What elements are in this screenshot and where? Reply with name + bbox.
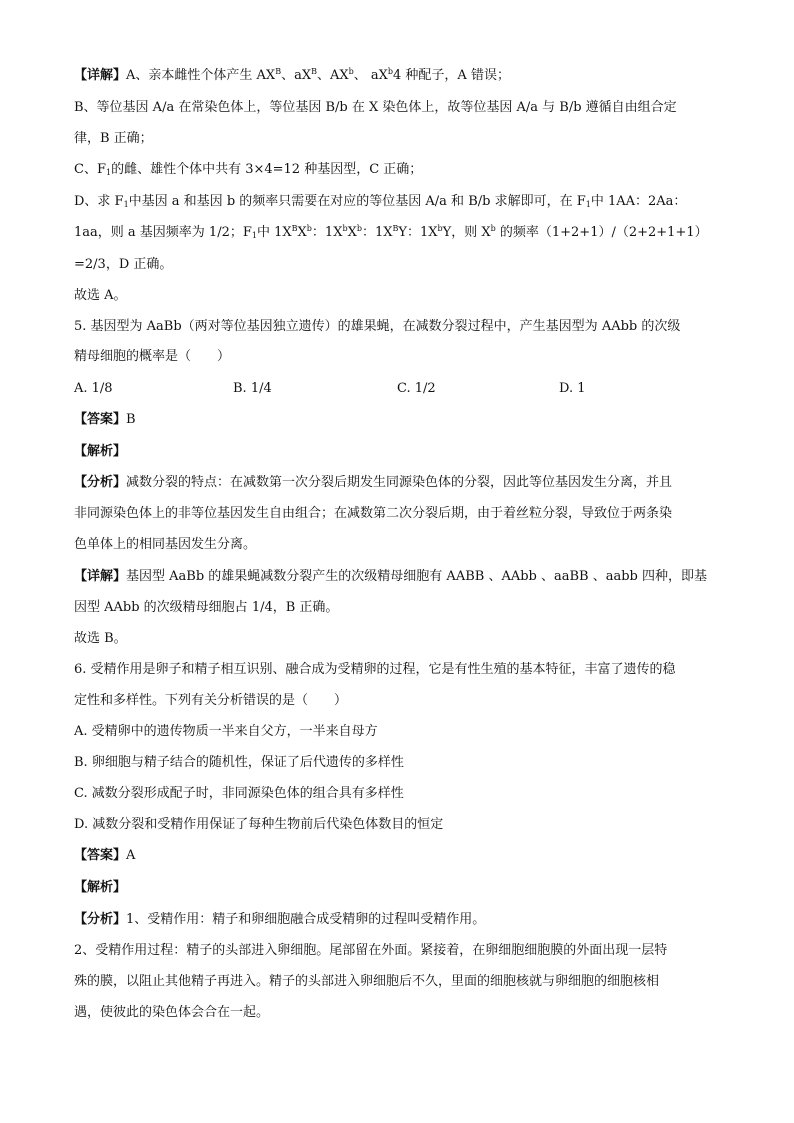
detail-tag: 【详解】 [74,68,127,83]
q6-option-d: D. 减数分裂和受精作用保证了每种生物前后代染色体数目的恒定 [74,817,444,832]
q5-analysis-line2: 非同源染色体上的非等位基因发生自由组合；在减数第二次分裂后期，由于着丝粒分裂，导致位于两条染 [74,506,673,521]
q6-option-b: B. 卵细胞与精子结合的随机性，保证了后代遗传的多样性 [74,755,404,770]
q5-stem-line2: 精母细胞的概率是（ ） [74,349,231,364]
q4-detail-b-line1: B、等位基因 A/a 在常染色体上，等位基因 B/b 在 X 染色体上，故等位基因 A/a 与 B/b 遵循自由组合定 [74,100,677,115]
q4-conclusion: 故选 A。 [74,288,127,303]
q4-detail-d-line1: D、求 $F_1$中基因 a 和基因 b 的频率只需要在对应的等位基因 A/a 和 B/b 求解即可，在 $F_1$中 1AA：2Aa： [74,194,687,209]
q5-option-d: D. 1 [559,381,586,396]
q5-option-b: B. 1/4 [233,381,272,396]
q6-answer [74,846,135,866]
q4-detail-d-line2: 1aa，则 a 基因频率为 1/2；$F_1$中 $1X^BX^b$：$1X^bX^b$：$1X^BY$：$1X^bY$，则 $X^b$ 的频率（1+2+1）/（2+2+1+1） [74,224,708,240]
q6-analysis-line1: 【分析】1、受精作用：精子和卵细胞融合成受精卵的过程叫受精作用。 [74,912,486,927]
q6-analysis-line4: 遇，使彼此的染色体会合在一起。 [74,1005,270,1020]
q4-detail-b-line2: 律，B 正确； [74,131,153,146]
q5-option-c: C. 1/2 [397,381,436,396]
answer-tag: 【答案】 [74,412,127,427]
q5-analysis-tag: 【解析】 [74,444,127,459]
q6-analysis-line3: 殊的膜，以阻止其他精子再进入。精子的头部进入卵细胞后不久，里面的细胞核就与卵细胞的细胞核相 [74,974,660,989]
q6-option-c: C. 减数分裂形成配子时，非同源染色体的组合具有多样性 [74,786,404,801]
q6-stem-line2: 定性和多样性。下列有关分析错误的是（ ） [74,693,348,708]
q4-detail-d-line3: =2/3，D 正确。 [74,257,173,272]
q6-analysis-tag: 【解析】 [74,880,127,895]
q5-analysis-line3: 色单体上的相同基因发生分离。 [74,537,257,552]
q5-detail-line1: 【详解】基因型 AaBb 的雄果蝇减数分裂产生的次级精母细胞有 AABB 、AAbb 、aaBB 、aabb 四种，即基 [74,569,708,584]
answer-value: B [126,412,136,427]
answer-tag: 【答案】 [74,848,127,863]
q5-stem-line1: 5. 基因型为 AaBb（两对等位基因独立遗传）的雄果蝇，在减数分裂过程中，产生基因型为 AAbb 的次级 [74,319,681,334]
q4-detail-a: 【详解】A、亲本雌性个体产生 $AX^B$、$aX^B$、$AX^b$、 $aX^b4$ 种配子，A 错误； [74,67,510,83]
q5-conclusion: 故选 B。 [74,631,127,646]
q5-option-a: A. 1/8 [74,381,113,396]
q6-stem-line1: 6. 受精作用是卵子和精子相互识别、融合成为受精卵的过程，它是有性生殖的基本特征，丰富了遗传的稳 [74,662,676,677]
q4-detail-c: C、$F_1$的雌、雄性个体中共有 3×4=12 种基因型，C 正确； [74,162,423,177]
q5-answer [74,410,136,430]
answer-value: A [126,848,136,863]
q6-analysis-line2: 2、受精作用过程：精子的头部进入卵细胞。尾部留在外面。紧接着，在卵细胞细胞膜的外面出现一层特 [74,943,668,958]
q5-detail-line2: 因型 AAbb 的次级精母细胞占 1/4，B 正确。 [74,600,339,615]
q6-option-a: A. 受精卵中的遗传物质一半来自父方，一半来自母方 [74,724,378,739]
q5-analysis-line1: 【分析】减数分裂的特点：在减数第一次分裂后期发生同源染色体的分裂，因此等位基因发生分离，并且 [74,475,673,490]
